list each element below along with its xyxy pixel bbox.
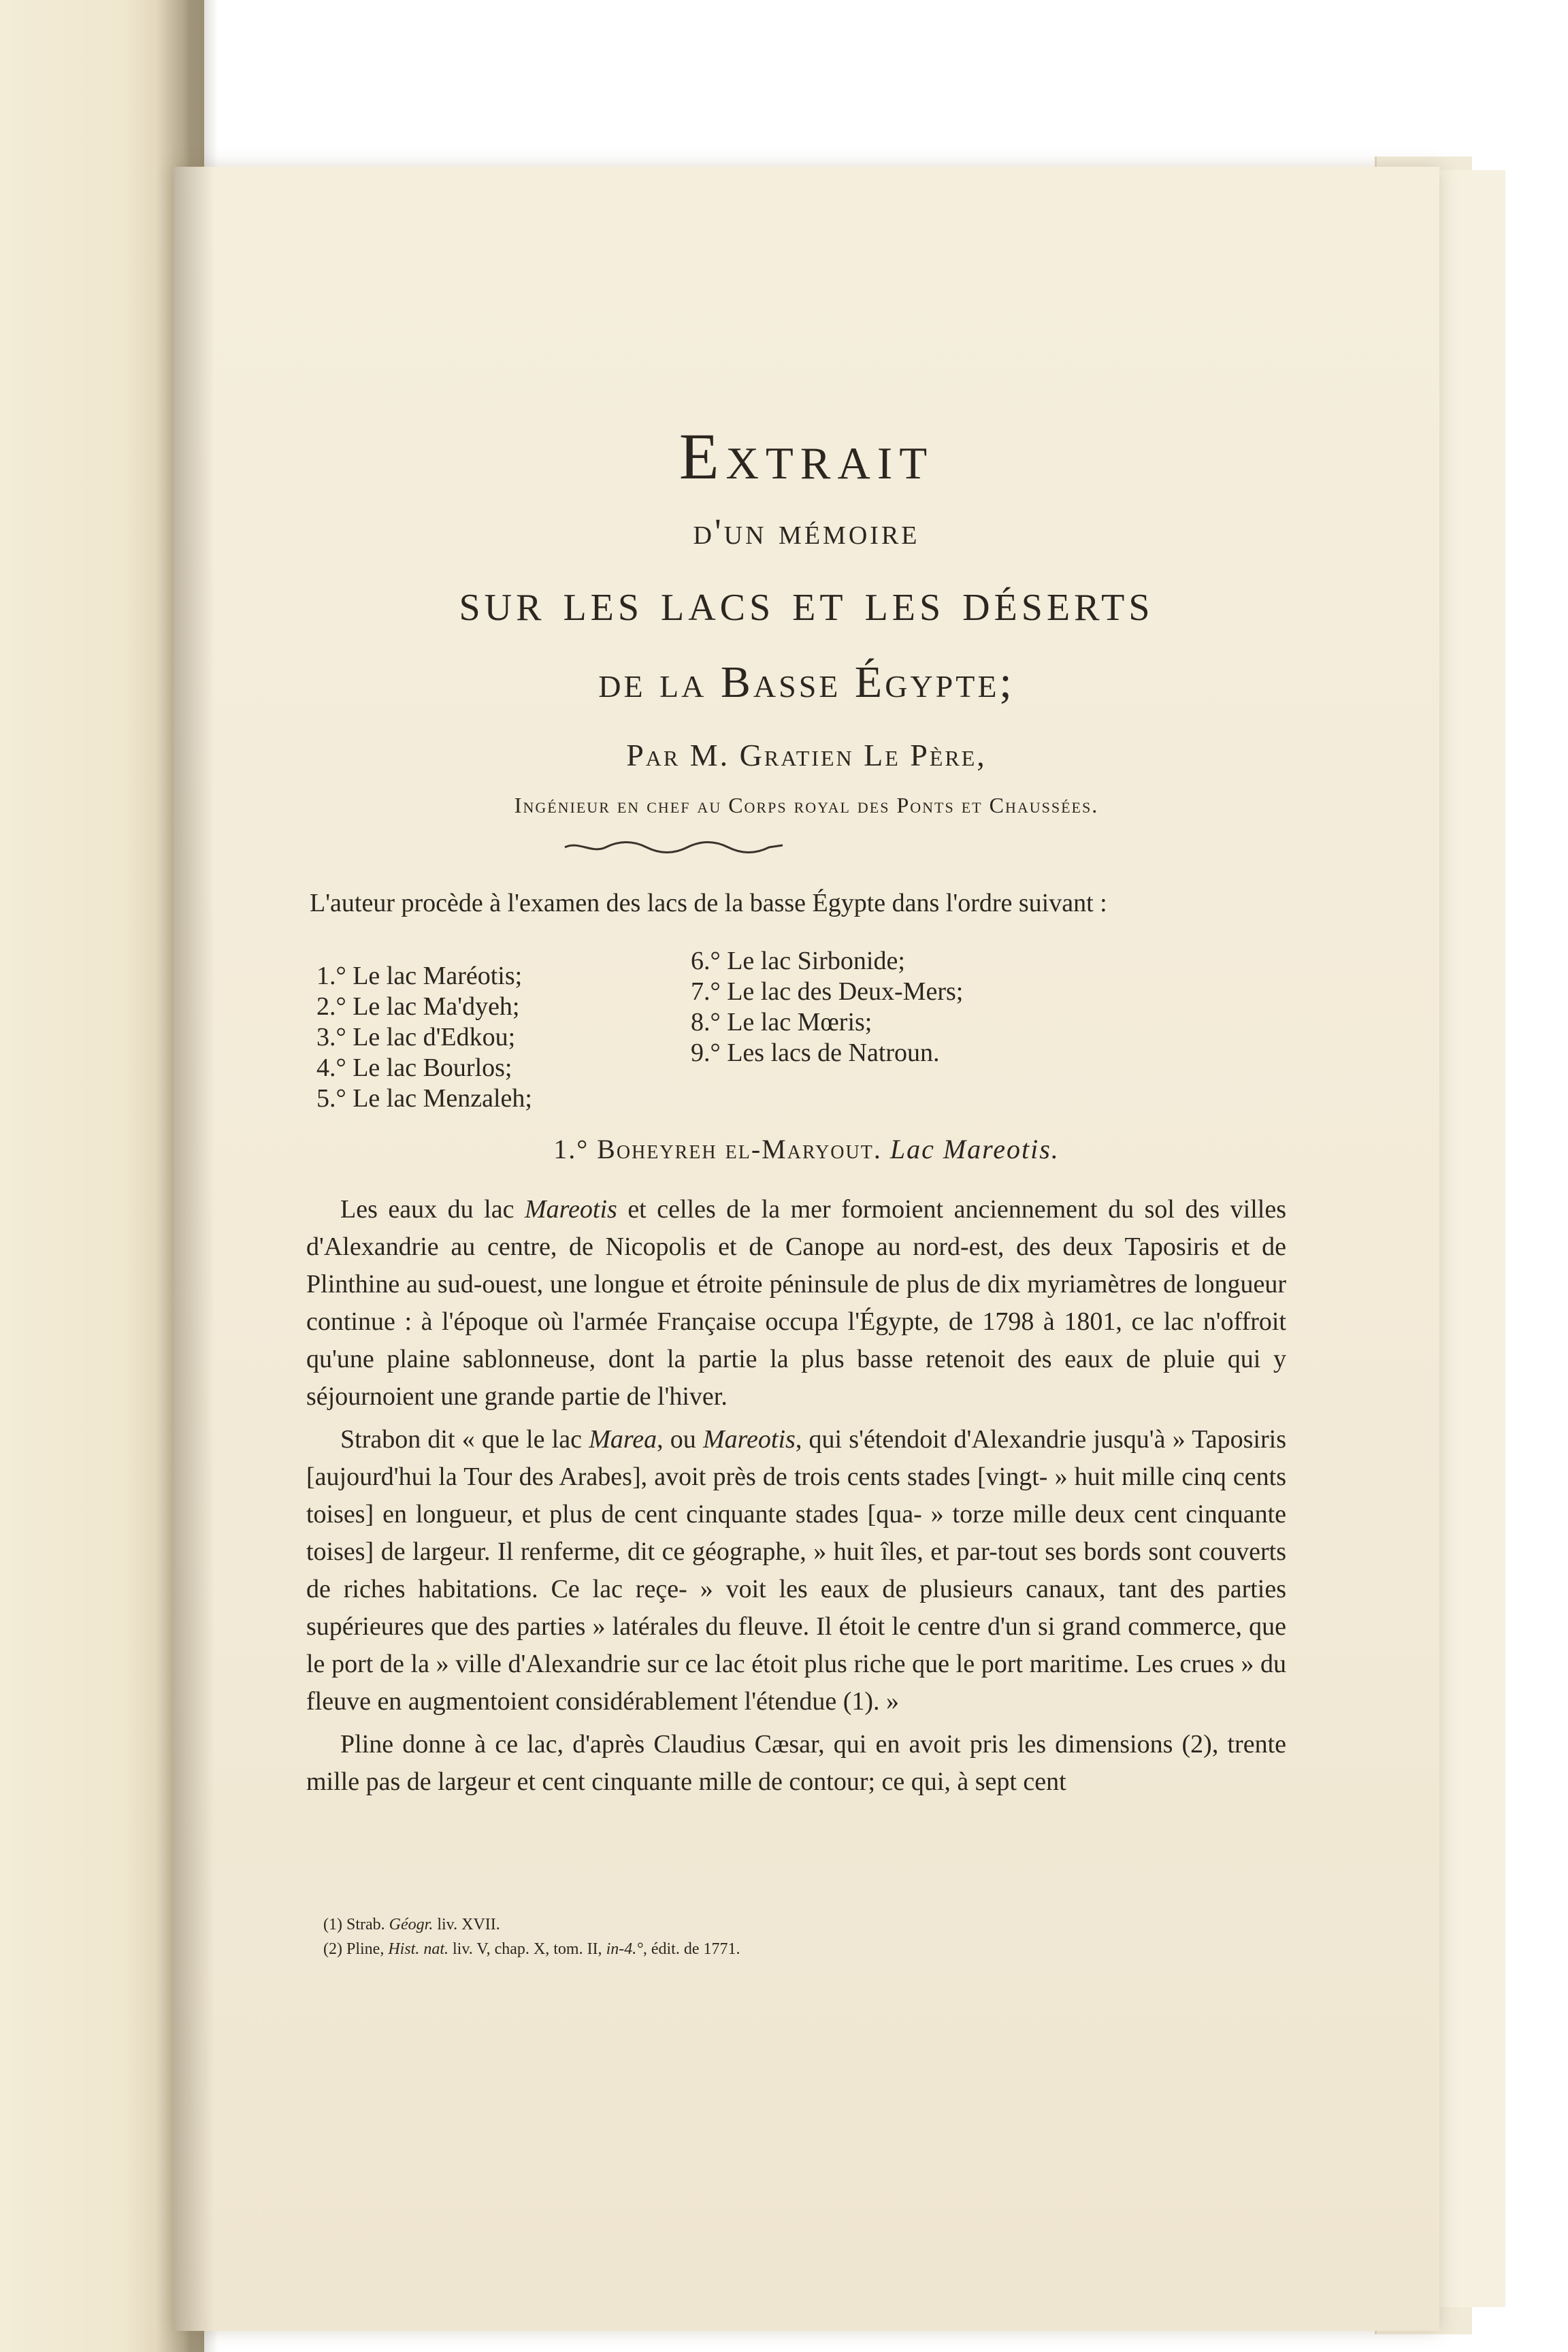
list-item: 2.° Le lac Ma'dyeh;: [316, 992, 520, 1021]
list-item: 3.° Le lac d'Edkou;: [316, 1023, 516, 1051]
text-run: Strabon dit « que le lac: [340, 1425, 589, 1454]
title-line-3: de la Basse Égypte;: [598, 657, 1015, 707]
text-run: , qui s'étendoit d'Alexandrie jusqu'à » Taposiris [aujourd'hui la Tour des Arabes], avoit près de trois cents stades [vingt- » huit mille cinq cents toises] en longueur, et plus de cent cinquante stades [qua- » torze mille deux cent cinquante toises] de largeur. Il renferme, dit ce géographe, » huit îles, et par-tout ses bords sont couverts de riches habitations. Ce lac reçe- » voit les eaux de plusieurs canaux, tant des parties supérieures que des parties » latérales du fleuve. Il étoit le centre d'un si grand commerce, que le port de la » ville d'Alexandrie sur ce lac étoit plus riche que le port maritime. Les crues » du fleuve en augmentoient considérablement l'étendue (1). »: [306, 1425, 1286, 1716]
paragraph-2: [306, 1421, 1286, 1720]
text-run: Les eaux du lac: [340, 1195, 525, 1224]
text-run: liv. V, chap. X, tom. II,: [448, 1940, 606, 1958]
list-item: 5.° Le lac Menzaleh;: [316, 1084, 532, 1113]
footnote-2: [323, 1937, 740, 1961]
text-run: liv. XVII.: [433, 1916, 500, 1933]
italic-run: Géogr.: [389, 1916, 434, 1933]
title-line-2: sur les lacs et les déserts: [459, 572, 1154, 632]
author-name: Par M. Gratien Le Père,: [626, 738, 987, 772]
list-item: 8.° Le lac Mœris;: [691, 1008, 872, 1036]
italic-run: in-4.°: [606, 1940, 643, 1958]
lake-list-right: [691, 946, 963, 1068]
ornament-rule: [561, 837, 786, 858]
intro-text: L'auteur procède à l'examen des lacs de la basse Égypte dans l'ordre suivant :: [310, 889, 1107, 917]
text-run: (2) Pline,: [323, 1940, 389, 1958]
italic-run: Hist. nat.: [388, 1940, 449, 1958]
italic-run: Mareotis: [703, 1425, 796, 1454]
lake-list-left: [316, 961, 532, 1114]
list-item: 1.° Le lac Maréotis;: [316, 962, 523, 990]
document-page: [174, 167, 1439, 2331]
text-run: , ou: [657, 1425, 704, 1454]
title-line-1: d'un mémoire: [693, 511, 920, 552]
text-run: (1) Strab.: [323, 1916, 389, 1933]
text-run: , édit. de 1771.: [642, 1940, 740, 1958]
list-item: 9.° Les lacs de Natroun.: [691, 1039, 940, 1067]
paragraph-1: [306, 1191, 1286, 1416]
section-heading: [174, 1133, 1439, 1165]
italic-run: Marea: [589, 1425, 657, 1454]
paragraph-3: Pline donne à ce lac, d'après Claudius Cæsar, qui en avoit pris les dimensions (2), trente mille pas de largeur et cent cinquante mille de contour; ce qui, à sept cent: [306, 1730, 1286, 1796]
author-position: Ingénieur en chef au Corps royal des Ponts et Chaussées.: [514, 793, 1099, 817]
text-run: et celles de la mer formoient anciennement du sol des villes d'Alexandrie au centre, de Nicopolis et de Canope au nord-est, des deux Taposiris et de Plinthine au sud-ouest, une longue et étroite péninsule de plus de dix myriamètres de longueur continue : à l'époque où l'armée Française occupa l'Égypte, de 1798 à 1801, ce lac n'offroit qu'une plaine sablonneuse, dont la partie la plus basse retenoit des eaux de pluie qui y séjournoient une grande partie de l'hiver.: [306, 1195, 1286, 1411]
footnotes: [323, 1912, 740, 1961]
title-main: Extrait: [679, 420, 934, 493]
list-item: 6.° Le lac Sirbonide;: [691, 947, 905, 975]
footnote-1: [323, 1912, 740, 1937]
body-text: [306, 1191, 1286, 1806]
section-heading-italic: Lac Mareotis.: [889, 1134, 1060, 1164]
italic-run: Mareotis: [524, 1195, 617, 1224]
list-item: 7.° Le lac des Deux-Mers;: [691, 977, 964, 1006]
list-item: 4.° Le lac Bourlos;: [316, 1054, 512, 1082]
section-heading-text: 1.° Boheyreh el-Maryout.: [553, 1134, 882, 1164]
